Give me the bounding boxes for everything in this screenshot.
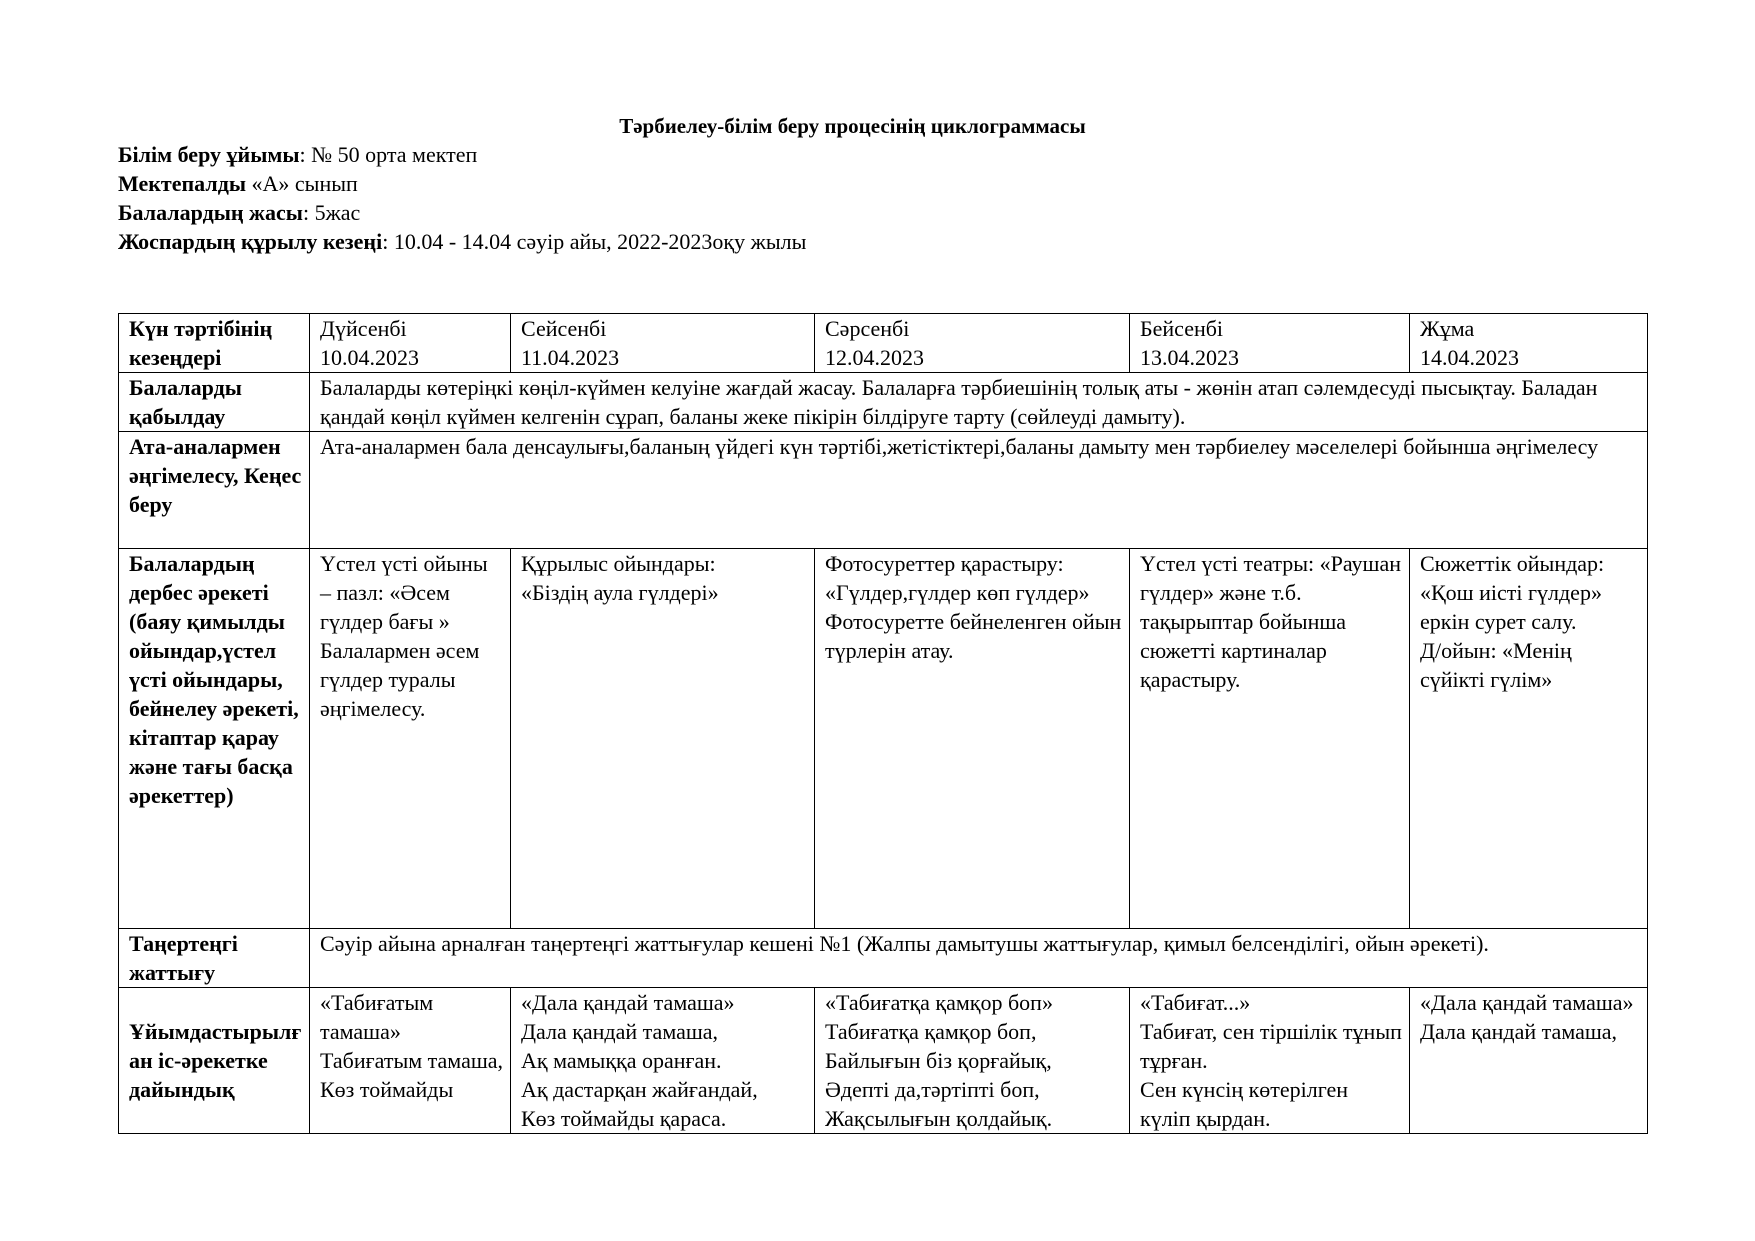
exercise-row <box>119 929 1648 988</box>
meta-label: Балалардың жасы <box>118 200 303 225</box>
cell-text: «Дала қандай тамаша» <box>521 990 735 1015</box>
preparation-friday <box>1410 988 1648 1134</box>
exercise-text: Сәуір айына арналған таңертеңгі жаттығулар кешені №1 (Жалпы дамытушы жаттығулар, қимыл белсенділігі, ойын әрекеті). <box>310 929 1648 988</box>
day-header-wednesday <box>815 314 1130 373</box>
cell-text: Сен күнсің көтерілген күліп қырдан. <box>1140 1077 1349 1131</box>
independent-friday <box>1410 549 1648 929</box>
meta-sep: : <box>382 229 389 254</box>
stage-parents: Ата-аналармен әңгімелесу, Кеңес беру <box>119 432 310 549</box>
meta-value: 10.04 - 14.04 сәуір айы, 2022-2023оқу жылы <box>388 229 807 254</box>
meta-sep: : <box>299 142 306 167</box>
cell-text: Үстел үсті театры: «Раушан гүлдер» және т.б. тақырыптар бойынша сюжетті картиналар қарастыру. <box>1140 551 1401 692</box>
cell-text: Көз тоймайды <box>320 1077 454 1102</box>
meta-organization <box>118 140 806 169</box>
cell-text: Байлығын біз қорғайық, <box>825 1048 1052 1073</box>
cell-text: «Дала қандай тамаша» <box>1420 990 1634 1015</box>
stage-preparation: Ұйымдастырылған іс-әрекетке дайындық <box>119 988 310 1134</box>
meta-class <box>118 169 806 198</box>
cell-text: Фотосуреттер қарастыру: «Гүлдер,гүлдер көп гүлдер» <box>825 551 1090 605</box>
cell-text: Ақ мамыққа оранған. <box>521 1048 722 1073</box>
day-date: 14.04.2023 <box>1420 345 1519 370</box>
cell-text: «Табиғатқа қамқор боп» <box>825 990 1053 1015</box>
cell-text: Үстел үсті ойыны – пазл: «Әсем гүлдер бағы » Балалармен әсем гүлдер туралы әңгімелесу. <box>320 551 488 721</box>
schedule-table <box>118 313 1648 1134</box>
day-date: 12.04.2023 <box>825 345 924 370</box>
meta-sep: : <box>302 200 310 225</box>
independent-monday <box>310 549 511 929</box>
reception-row <box>119 373 1648 432</box>
independent-tuesday <box>511 549 815 929</box>
day-header-tuesday <box>511 314 815 373</box>
day-name: Дүйсенбі <box>320 316 407 341</box>
document-title: Тәрбиелеу-білім беру процесінің циклограммасы <box>619 114 1086 138</box>
reception-text: Балаларды көтеріңкі көңіл-күймен келуіне жағдай жасау. Балаларға тәрбиешінің толық аты - жөнін атап сәлемдесуді пысықтау. Баладан қандай көңіл күймен келгенін сұрап, баланы жеке пікірін білдіруге тарту (сөйлеуді дамыту). <box>310 373 1648 432</box>
meta-block <box>118 140 806 256</box>
cell-text: Табиғатқа қамқор боп, <box>825 1019 1037 1044</box>
parents-text: Ата-аналармен бала денсаулығы,баланың үйдегі күн тәртібі,жетістіктері,баланы дамыту мен тәрбиелеу мәселелері бойынша әңгімелесу <box>310 432 1648 549</box>
cell-text: Сюжеттік ойындар: «Қош иісті гүлдер» еркін сурет салу. <box>1420 551 1605 634</box>
cell-text: Дала қандай тамаша, <box>1420 1019 1618 1044</box>
independent-row <box>119 549 1648 929</box>
meta-value: 5жас <box>309 200 361 225</box>
stage-reception: Балаларды қабылдау <box>119 373 310 432</box>
independent-wednesday <box>815 549 1130 929</box>
preparation-thursday <box>1130 988 1410 1134</box>
meta-value: «А» сынып <box>246 171 358 196</box>
day-header-friday <box>1410 314 1648 373</box>
cell-text: Д/ойын: «Менің сүйікті гүлім» <box>1420 638 1572 692</box>
day-header-thursday <box>1130 314 1410 373</box>
day-date: 13.04.2023 <box>1140 345 1239 370</box>
header-row <box>119 314 1648 373</box>
cell-text: Дала қандай тамаша, <box>521 1019 719 1044</box>
independent-thursday <box>1130 549 1410 929</box>
cell-text: Фотосуретте бейнеленген ойын түрлерін атау. <box>825 609 1122 663</box>
meta-label: Мектепалды <box>118 171 247 196</box>
day-name: Сәрсенбі <box>825 316 910 341</box>
parents-row <box>119 432 1648 549</box>
cell-text: «Табиғатым тамаша» <box>320 990 434 1044</box>
meta-age <box>118 198 806 227</box>
stage-header: Күн тәртібінің кезеңдері <box>119 314 310 373</box>
day-name: Бейсенбі <box>1140 316 1224 341</box>
preparation-monday <box>310 988 511 1134</box>
preparation-wednesday <box>815 988 1130 1134</box>
preparation-tuesday <box>511 988 815 1134</box>
cell-text: Табиғат, сен тіршілік тұнып тұрған. <box>1140 1019 1402 1073</box>
stage-independent: Балалардың дербес әрекеті (баяу қимылды ойындар,үстел үсті ойындары, бейнелеу әрекеті, кітаптар қарау және тағы басқа әрекеттер) <box>119 549 310 929</box>
cell-text: Жақсылығын қолдайық. <box>825 1106 1053 1131</box>
cell-text: Табиғатым тамаша, <box>320 1048 504 1073</box>
cell-text: Көз тоймайды қараса. <box>521 1106 727 1131</box>
meta-period <box>118 227 806 256</box>
day-date: 10.04.2023 <box>320 345 419 370</box>
cell-text: Әдепті да,тәртіпті боп, <box>825 1077 1040 1102</box>
meta-label: Білім беру ұйымы <box>118 142 300 167</box>
day-name: Сейсенбі <box>521 316 607 341</box>
preparation-row <box>119 988 1648 1134</box>
day-header-monday <box>310 314 511 373</box>
cell-text: Құрылыс ойындары: <box>521 551 716 576</box>
meta-label: Жоспардың құрылу кезеңі <box>118 229 383 254</box>
day-name: Жұма <box>1420 316 1475 341</box>
stage-exercise: Таңертеңгі жаттығу <box>119 929 310 988</box>
meta-value: № 50 орта мектеп <box>305 142 478 167</box>
cell-text: Ақ дастарқан жайғандай, <box>521 1077 758 1102</box>
cell-text: «Табиғат...» <box>1140 990 1251 1015</box>
day-date: 11.04.2023 <box>521 345 620 370</box>
cell-text: «Біздің аула гүлдері» <box>521 580 719 605</box>
